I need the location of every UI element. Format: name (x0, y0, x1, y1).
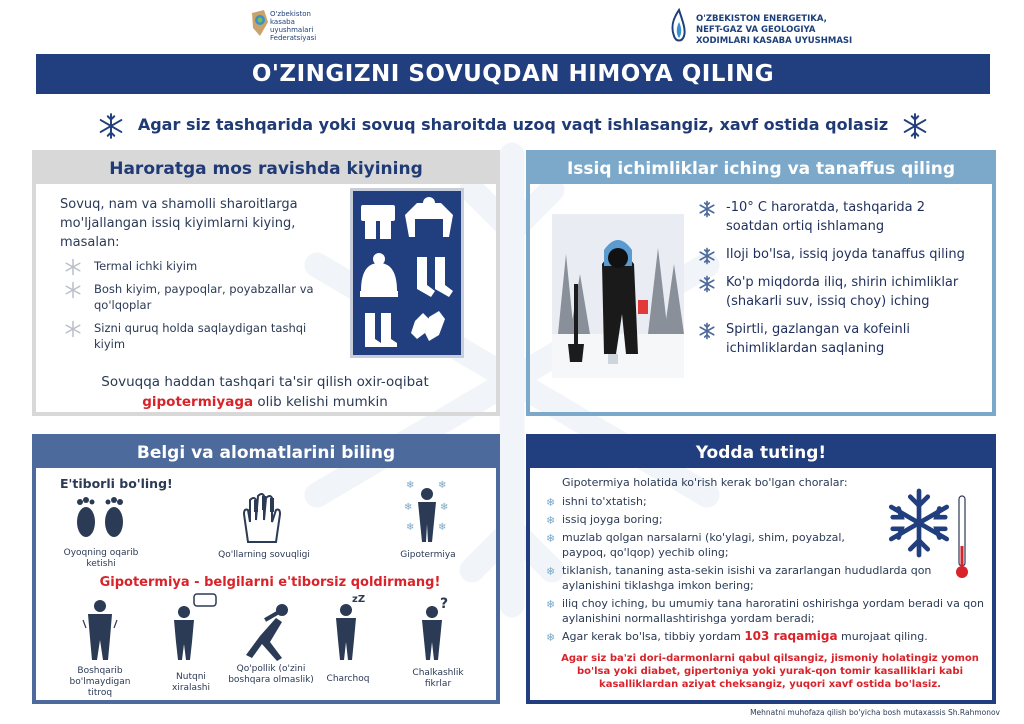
list-item: Termal ichki kiyim (64, 258, 324, 274)
attention-label: E'tiborli bo'ling! (60, 476, 173, 491)
union-logo (668, 8, 868, 50)
symptom-label: Chalkashlik fikrlar (412, 668, 464, 689)
falling-figure-icon (242, 600, 294, 662)
snowflake-icon (698, 247, 716, 265)
socks-icon (417, 257, 453, 297)
list-item: Spirtli, gazlangan va kofeinli ichimliklardan saqlaning (698, 320, 978, 358)
gloves-icon (411, 311, 445, 341)
clothing-intro: Sovuq, nam va shamolli sharoitlarga mo'ljallangan issiq kiyimlarni kiying, masalan: (60, 197, 298, 250)
federation-logo-line: kasaba (270, 18, 295, 26)
subtitle (36, 110, 990, 140)
list-item: Bosh kiyim, paypoqlar, poyabzallar va qo'lqoplar (64, 281, 324, 313)
list-item: Sizni quruq holda saqlaydigan tashqi kiyim (64, 320, 324, 352)
subtitle-text: Agar siz tashqarida yoki sovuq sharoitda uzoq vaqt ishlasangiz, xavf ostida qolasiz (137, 115, 889, 134)
svg-text:❄: ❄ (438, 522, 447, 533)
union-logo-line: NEFT-GAZ VA GEOLOGIYA (696, 25, 816, 35)
svg-text:zZ: zZ (352, 594, 366, 605)
list-item: ❄ Agar kerak bo'lsa, tibbiy yordam 103 raqamiga murojaat qiling. (546, 629, 928, 644)
snowflake-icon (64, 281, 82, 299)
speaking-figure-icon (170, 592, 220, 662)
symptom-label: Qo'pollik (o'zini boshqara olmaslik) (228, 664, 314, 685)
snowflake-icon (698, 275, 716, 293)
svg-text:❄: ❄ (438, 480, 447, 491)
worker-in-cold-photo (552, 214, 684, 378)
drinks-list (698, 198, 978, 367)
bullet-snowflake-icon: ❄ (546, 496, 556, 509)
overalls-icon (361, 205, 395, 239)
bullet-snowflake-icon: ❄ (546, 631, 556, 644)
page-title: O'ZINGIZNI SOVUQDAN HIMOYA QILING (36, 54, 990, 94)
signs-panel-title: Belgi va alomatlarini biling (36, 438, 496, 468)
clothing-panel-title: Haroratga mos ravishda kiyining (36, 154, 496, 184)
svg-text:❄: ❄ (406, 480, 415, 491)
federation-logo-line: Federatsiyasi (270, 34, 317, 42)
snowflake-icon (698, 322, 716, 340)
list-item: Ko'p miqdorda iliq, shirin ichimliklar (shakarli suv, issiq choy) iching (698, 273, 978, 311)
signs-warning: Gipotermiya - belgilarni e'tiborsiz qoldirmang! (99, 575, 441, 590)
clothing-icons-box (350, 188, 464, 358)
drinks-panel-title: Issiq ichimliklar iching va tanaffus qiling (530, 154, 992, 184)
snowflake-icon (64, 258, 82, 276)
snowflake-icon (902, 113, 928, 139)
risk-warning: Agar siz ba'zi dori-darmonlarni qabul qilsangiz, jismoniy holatingiz yomon bo'lsa yoki diabet, gipertoniya yoki yurak-qon tomir kasalliklari kabi kasalliklardan aziyat cheksangiz, yuqori xavf ostida bo'lasiz. (561, 653, 979, 690)
svg-text:?: ? (440, 596, 449, 612)
federation-logo-line: uyushmalari (270, 26, 314, 34)
bullet-snowflake-icon: ❄ (546, 565, 556, 578)
svg-text:❄: ❄ (406, 522, 415, 533)
symptom-label: Boshqarib bo'lmaydigan titroq (69, 666, 131, 698)
federation-emblem-icon (250, 8, 270, 38)
union-logo-line: O'ZBEKISTON ENERGETIKA, (696, 14, 827, 24)
list-item: ❄ tiklanish, tananing asta-sekin isishi va zararlangan hududlarda qon aylanishini tiklashga imkon bering; (546, 564, 932, 592)
list-item: -10° C haroratda, tashqarida 2 soatdan ortiq ishlamang (698, 198, 978, 236)
jacket-icon (405, 197, 453, 237)
remember-intro: Gipotermiya holatida ko'rish kerak bo'lgan choralar: (562, 476, 848, 489)
symptom-label: Oyoqning oqarib ketishi (63, 548, 139, 569)
snowflake-icon (98, 113, 124, 139)
federation-logo (250, 4, 330, 44)
bullet-snowflake-icon: ❄ (546, 514, 556, 527)
large-snowflake-icon (884, 488, 954, 558)
shivering-figure-icon (80, 598, 120, 662)
bullet-snowflake-icon: ❄ (546, 598, 556, 611)
symptom-label: Nutqni xiralashi (172, 672, 210, 693)
list-item: ❄ ishni to'xtatish; (546, 495, 647, 509)
snowflake-icon (698, 200, 716, 218)
union-logo-line: XODIMLARI KASABA UYUSHMASI (696, 36, 853, 46)
thermometer-icon (954, 494, 970, 582)
feet-icon (66, 494, 136, 540)
footer-credit: Mehnatni muhofaza qilish bo'yicha bosh mutaxassis Sh.Rahmonov (750, 708, 1000, 717)
hypothermia-highlight: gipotermiyaga (142, 394, 254, 410)
confused-figure-icon (414, 594, 458, 662)
federation-logo-line: O'zbekiston (270, 10, 311, 18)
winter-hat-icon (360, 253, 398, 297)
boots-icon (365, 313, 397, 347)
tired-figure-icon (330, 590, 374, 662)
emergency-number: 103 raqamiga (744, 629, 838, 643)
clothing-list (64, 258, 324, 359)
bullet-snowflake-icon: ❄ (546, 532, 556, 545)
list-item: ❄ muzlab qolgan narsalarni (ko'ylagi, shim, poyabzal, paypoq, qo'lqop) yechib oling; (546, 531, 845, 559)
svg-text:❄: ❄ (440, 502, 449, 513)
snowflake-icon (64, 320, 82, 338)
symptom-label: Charchoq (326, 674, 370, 684)
flame-drop-icon (668, 8, 690, 48)
hypothermia-figure-icon (404, 476, 450, 546)
remember-panel-title: Yodda tuting! (530, 438, 992, 468)
symptom-label: Gipotermiya (400, 550, 456, 560)
list-item: Iloji bo'lsa, issiq joyda tanaffus qiling (698, 245, 978, 264)
cold-hand-icon (234, 492, 294, 544)
clothing-warning: Sovuqqa haddan tashqari ta'sir qilish oxir-oqibat gipotermiyaga olib kelishi mumkin (101, 374, 429, 410)
list-item: ❄ iliq choy iching, bu umumiy tana haroratini oshirishga yordam beradi va qon aylanishini normallashtirishga yordam beradi; (546, 597, 984, 625)
svg-text:❄: ❄ (404, 502, 413, 513)
list-item: ❄ issiq joyga boring; (546, 513, 663, 527)
symptom-label: Qo'llarning sovuqligi (218, 550, 310, 560)
